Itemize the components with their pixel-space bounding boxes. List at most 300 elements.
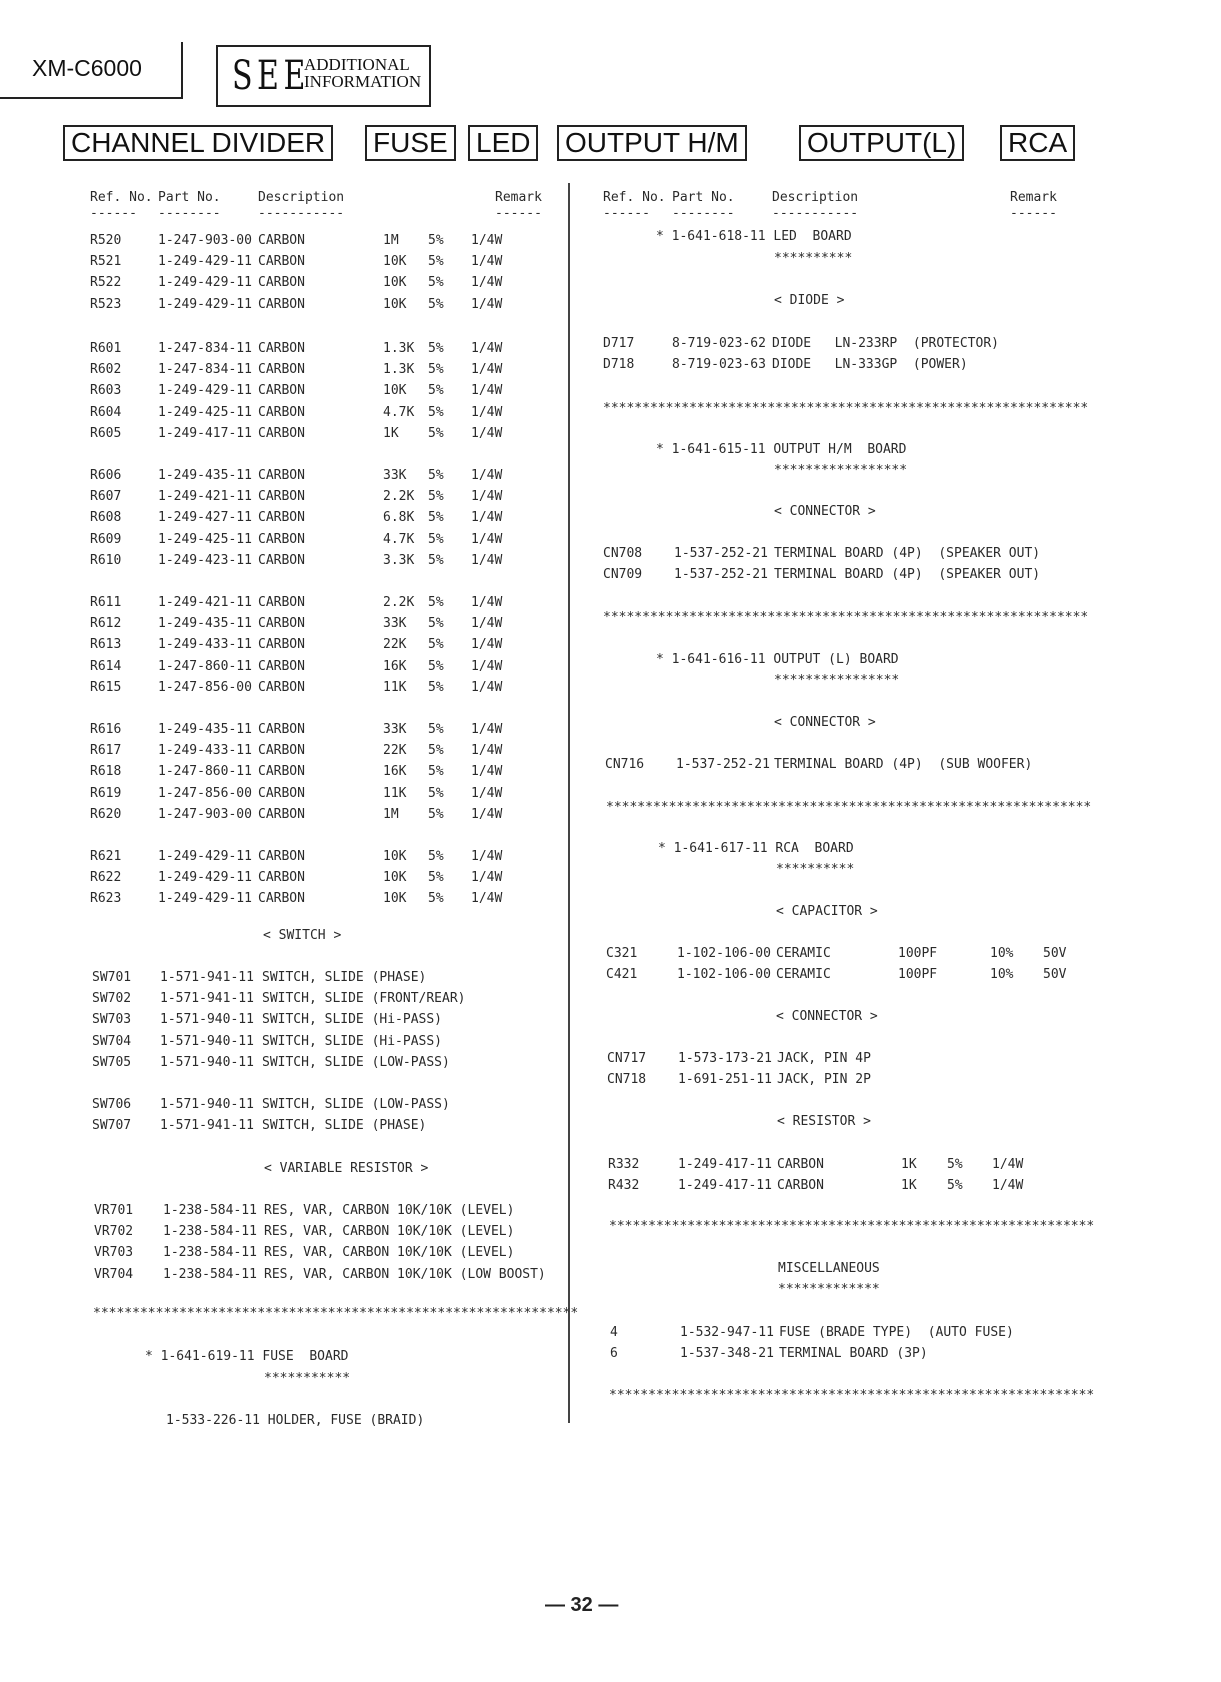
part-no: 1-247-860-11: [158, 764, 252, 780]
tolerance: 5%: [428, 637, 444, 653]
ref-no: CN716: [605, 757, 645, 772]
value: 2.2K: [383, 489, 415, 505]
wattage: 1/4W: [471, 489, 503, 505]
wattage: 1/4W: [471, 595, 503, 610]
description: CARBON: [258, 679, 305, 695]
col-rule: -----------: [258, 206, 345, 221]
ref-no: SW707: [92, 1118, 132, 1134]
wattage: 1/4W: [471, 764, 503, 780]
led-board-underline: **********: [774, 251, 853, 266]
part-no: 1-249-435-11: [158, 722, 252, 737]
part-no: 1-249-429-11: [158, 296, 252, 312]
wattage: 1/4W: [471, 785, 503, 801]
tolerance: 5%: [428, 764, 444, 780]
tolerance: 5%: [428, 233, 444, 248]
description: SWITCH, SLIDE (PHASE): [262, 970, 427, 985]
ref-no: SW706: [92, 1097, 132, 1112]
part-no: 1-537-252-21: [676, 757, 770, 772]
part-no: 1-249-429-11: [158, 275, 252, 291]
output-l-board-title: * 1-641-616-11 OUTPUT (L) BOARD: [656, 652, 899, 667]
part-no: 8-719-023-63: [672, 357, 766, 373]
tolerance: 5%: [428, 468, 444, 483]
wattage: 1/4W: [471, 531, 503, 547]
ref-no: R603: [90, 383, 122, 399]
tolerance: 5%: [428, 849, 444, 864]
part-no: 1-249-433-11: [158, 743, 252, 759]
fuse-holder-row: 1-533-226-11 HOLDER, FUSE (BRAID): [166, 1413, 425, 1428]
tolerance: 5%: [428, 510, 444, 526]
separator-stars: **************************************************************: [606, 800, 1092, 815]
wattage: 1/4W: [471, 233, 503, 248]
part-no: 1-249-429-11: [158, 383, 252, 399]
tolerance: 5%: [428, 891, 444, 907]
part-no: 1-249-429-11: [158, 254, 252, 270]
tolerance: 5%: [428, 531, 444, 547]
tolerance: 10%: [990, 946, 1014, 961]
description: CARBON: [258, 743, 305, 759]
tolerance: 5%: [428, 404, 444, 420]
col-rule: ------: [90, 206, 137, 221]
value: 16K: [383, 658, 407, 674]
ref-no: R607: [90, 489, 122, 505]
ref-no: R610: [90, 552, 122, 568]
ref-no: SW704: [92, 1033, 132, 1049]
part-no: 1-102-106-00: [677, 946, 771, 961]
wattage: 1/4W: [471, 637, 503, 653]
description: SWITCH, SLIDE (LOW-PASS): [262, 1054, 450, 1070]
wattage: 1/4W: [471, 362, 503, 378]
part-no: 1-537-348-21: [680, 1346, 774, 1362]
col-header-ref-no: Ref. No.: [603, 190, 666, 205]
miscellaneous-underline: *************: [778, 1282, 880, 1297]
description: TERMINAL BOARD (3P): [779, 1346, 928, 1362]
col-rule: ------: [603, 206, 650, 221]
ref-no: R615: [90, 679, 122, 695]
col-header-ref-no: Ref. No.: [90, 190, 153, 205]
value: 1M: [383, 806, 399, 822]
voltage: 50V: [1043, 967, 1067, 983]
description: CARBON: [258, 764, 305, 780]
ref-no: VR704: [94, 1266, 134, 1282]
col-rule: --------: [672, 206, 735, 221]
part-no: 1-249-435-11: [158, 616, 252, 632]
col-header-remark: Remark: [1010, 190, 1057, 205]
value: 10K: [383, 870, 407, 886]
wattage: 1/4W: [471, 743, 503, 759]
output-l-board-underline: ****************: [774, 673, 900, 688]
header-rule-horizontal: [0, 97, 183, 99]
description: CARBON: [258, 275, 305, 291]
separator-stars: **************************************************************: [93, 1306, 579, 1321]
value: 11K: [383, 679, 407, 695]
description: SWITCH, SLIDE (Hi-PASS): [262, 1033, 443, 1049]
connector-heading: < CONNECTOR >: [776, 1009, 878, 1024]
part-no: 1-247-856-00: [158, 679, 252, 695]
ref-no: CN708: [603, 546, 643, 561]
ref-no: R601: [90, 341, 122, 356]
tolerance: 5%: [428, 275, 444, 291]
section-heading-channel-divider: CHANNEL DIVIDER: [63, 125, 333, 161]
tolerance: 5%: [428, 658, 444, 674]
ref-no: R618: [90, 764, 122, 780]
tolerance: 5%: [428, 722, 444, 737]
wattage: 1/4W: [471, 275, 503, 291]
ref-no: C321: [606, 946, 638, 961]
ref-no: R522: [90, 275, 122, 291]
ref-no: R432: [608, 1178, 640, 1194]
part-no: 1-249-429-11: [158, 870, 252, 886]
ref-no: R623: [90, 891, 122, 907]
value: 3.3K: [383, 552, 415, 568]
fuse-board-title: * 1-641-619-11 FUSE BOARD: [145, 1349, 349, 1364]
part-no: 1-247-903-00: [158, 233, 252, 248]
wattage: 1/4W: [471, 658, 503, 674]
value: 1K: [901, 1157, 917, 1172]
wattage: 1/4W: [471, 849, 503, 864]
description: DIODE LN-233RP (PROTECTOR): [772, 336, 999, 351]
value: 11K: [383, 785, 407, 801]
value: 33K: [383, 722, 407, 737]
description: CARBON: [258, 658, 305, 674]
part-no: 1-247-856-00: [158, 785, 252, 801]
rca-board-title: * 1-641-617-11 RCA BOARD: [658, 841, 854, 856]
description: CARBON: [258, 806, 305, 822]
col-rule: ------: [1010, 206, 1057, 221]
description: CARBON: [258, 595, 305, 610]
tolerance: 5%: [428, 362, 444, 378]
description: TERMINAL BOARD (4P) (SPEAKER OUT): [774, 567, 1041, 583]
part-no: 1-238-584-11: [163, 1224, 257, 1240]
part-no: 1-249-433-11: [158, 637, 252, 653]
value: 22K: [383, 743, 407, 759]
wattage: 1/4W: [471, 254, 503, 270]
header-rule-vertical: [181, 42, 183, 99]
description: CARBON: [258, 722, 305, 737]
description: RES, VAR, CARBON 10K/10K (LEVEL): [264, 1203, 515, 1218]
value: 10K: [383, 254, 407, 270]
ref-no: R611: [90, 595, 122, 610]
capacitor-heading: < CAPACITOR >: [776, 904, 878, 919]
miscellaneous-heading: MISCELLANEOUS: [778, 1261, 880, 1276]
part-no: 1-247-903-00: [158, 806, 252, 822]
page-number: — 32 —: [545, 1594, 619, 1616]
see-word: SEE: [232, 53, 310, 99]
description: SWITCH, SLIDE (PHASE): [262, 1118, 427, 1134]
ref-no: R608: [90, 510, 122, 526]
part-no: 1-249-425-11: [158, 531, 252, 547]
description: CARBON: [258, 785, 305, 801]
wattage: 1/4W: [471, 722, 503, 737]
description: SWITCH, SLIDE (Hi-PASS): [262, 1012, 443, 1028]
output-hm-board-underline: *****************: [774, 463, 908, 478]
tolerance: 5%: [428, 743, 444, 759]
wattage: 1/4W: [471, 404, 503, 420]
ref-no: R604: [90, 404, 122, 420]
wattage: 1/4W: [471, 425, 503, 441]
col-rule: ------: [495, 206, 542, 221]
separator-stars: **************************************************************: [609, 1388, 1095, 1403]
value: 10K: [383, 275, 407, 291]
description: CARBON: [258, 849, 305, 864]
part-no: 1-532-947-11: [680, 1325, 774, 1340]
ref-no: D717: [603, 336, 635, 351]
wattage: 1/4W: [471, 468, 503, 483]
col-header-description: Description: [258, 190, 345, 205]
tolerance: 5%: [428, 254, 444, 270]
wattage: 1/4W: [471, 510, 503, 526]
value: 1.3K: [383, 362, 415, 378]
part-no: 1-247-834-11: [158, 362, 252, 378]
description: CARBON: [258, 489, 305, 505]
value: 6.8K: [383, 510, 415, 526]
value: 33K: [383, 616, 407, 632]
ref-no: R612: [90, 616, 122, 632]
description: DIODE LN-333GP (POWER): [772, 357, 968, 373]
ref-no: C421: [606, 967, 638, 983]
wattage: 1/4W: [471, 870, 503, 886]
ref-no: R614: [90, 658, 122, 674]
see-additional-information-stamp: [216, 45, 431, 107]
wattage: 1/4W: [471, 552, 503, 568]
wattage: 1/4W: [471, 383, 503, 399]
value: 2.2K: [383, 595, 415, 610]
resistor-heading: < RESISTOR >: [777, 1114, 871, 1129]
value: 1.3K: [383, 341, 415, 356]
description: TERMINAL BOARD (4P) (SUB WOOFER): [774, 757, 1033, 772]
wattage: 1/4W: [471, 679, 503, 695]
part-no: 1-247-834-11: [158, 341, 252, 356]
part-no: 1-571-941-11: [160, 1118, 254, 1134]
ref-no: R605: [90, 425, 122, 441]
output-hm-board-title: * 1-641-615-11 OUTPUT H/M BOARD: [656, 442, 907, 457]
value: 22K: [383, 637, 407, 653]
part-no: 1-571-940-11: [160, 1054, 254, 1070]
value: 10K: [383, 296, 407, 312]
description: CARBON: [258, 341, 305, 356]
ref-no: VR702: [94, 1224, 134, 1240]
separator-stars: **************************************************************: [603, 401, 1089, 416]
description: TERMINAL BOARD (4P) (SPEAKER OUT): [774, 546, 1041, 561]
wattage: 1/4W: [471, 341, 503, 356]
rca-board-underline: **********: [776, 862, 855, 877]
section-heading-output-l: OUTPUT(L): [799, 125, 964, 161]
part-no: 1-249-417-11: [158, 425, 252, 441]
description: CARBON: [258, 254, 305, 270]
ref-no: VR703: [94, 1245, 134, 1261]
ref-no: R606: [90, 468, 122, 483]
ref-no: R617: [90, 743, 122, 759]
tolerance: 5%: [428, 341, 444, 356]
see-info-line: ADDITIONAL: [304, 55, 410, 74]
part-no: 1-238-584-11: [163, 1245, 257, 1261]
part-no: 1-249-427-11: [158, 510, 252, 526]
part-no: 1-249-429-11: [158, 849, 252, 864]
ref-no: SW705: [92, 1054, 132, 1070]
part-no: 1-691-251-11: [678, 1072, 772, 1088]
ref-no: SW702: [92, 991, 132, 1007]
tolerance: 10%: [990, 967, 1014, 983]
part-no: 1-102-106-00: [677, 967, 771, 983]
part-no: 1-571-940-11: [160, 1033, 254, 1049]
description: SWITCH, SLIDE (LOW-PASS): [262, 1097, 450, 1112]
wattage: 1/4W: [471, 891, 503, 907]
description: CARBON: [258, 296, 305, 312]
col-header-part-no: Part No.: [672, 190, 735, 205]
part-no: 1-571-941-11: [160, 991, 254, 1007]
description: CERAMIC: [776, 946, 831, 961]
col-header-part-no: Part No.: [158, 190, 221, 205]
description: CARBON: [777, 1157, 824, 1172]
part-no: 1-249-421-11: [158, 489, 252, 505]
description: CARBON: [258, 404, 305, 420]
ref-no: 4: [610, 1325, 618, 1340]
tolerance: 5%: [428, 296, 444, 312]
part-no: 1-249-423-11: [158, 552, 252, 568]
fuse-board-underline: ***********: [264, 1371, 351, 1386]
tolerance: 5%: [428, 870, 444, 886]
value: 10K: [383, 383, 407, 399]
variable-resistor-heading: < VARIABLE RESISTOR >: [264, 1161, 429, 1176]
part-no: 1-249-429-11: [158, 891, 252, 907]
ref-no: CN718: [607, 1072, 647, 1088]
value: 4.7K: [383, 404, 415, 420]
ref-no: R332: [608, 1157, 640, 1172]
ref-no: 6: [610, 1346, 618, 1362]
ref-no: R619: [90, 785, 122, 801]
description: JACK, PIN 4P: [777, 1051, 871, 1066]
tolerance: 5%: [428, 383, 444, 399]
model-number: XM-C6000: [32, 55, 142, 81]
switch-heading: < SWITCH >: [263, 928, 342, 943]
description: CARBON: [258, 637, 305, 653]
ref-no: R621: [90, 849, 122, 864]
description: CARBON: [258, 531, 305, 547]
voltage: 50V: [1043, 946, 1067, 961]
tolerance: 5%: [428, 425, 444, 441]
value: 33K: [383, 468, 407, 483]
ref-no: R622: [90, 870, 122, 886]
tolerance: 5%: [428, 595, 444, 610]
part-no: 1-238-584-11: [163, 1266, 257, 1282]
description: CARBON: [258, 425, 305, 441]
part-no: 1-249-425-11: [158, 404, 252, 420]
tolerance: 5%: [428, 785, 444, 801]
part-no: 1-573-173-21: [678, 1051, 772, 1066]
tolerance: 5%: [428, 489, 444, 505]
wattage: 1/4W: [471, 296, 503, 312]
value: 100PF: [898, 967, 938, 983]
description: RES, VAR, CARBON 10K/10K (LOW BOOST): [264, 1266, 546, 1282]
description: SWITCH, SLIDE (FRONT/REAR): [262, 991, 466, 1007]
value: 100PF: [898, 946, 938, 961]
part-no: 1-249-417-11: [678, 1157, 772, 1172]
value: 1K: [383, 425, 399, 441]
description: CARBON: [258, 362, 305, 378]
description: CARBON: [258, 616, 305, 632]
tolerance: 5%: [428, 806, 444, 822]
ref-no: CN709: [603, 567, 643, 583]
value: 10K: [383, 891, 407, 907]
description: RES, VAR, CARBON 10K/10K (LEVEL): [264, 1245, 515, 1261]
separator-stars: **************************************************************: [609, 1219, 1095, 1234]
description: CARBON: [777, 1178, 824, 1194]
part-no: 1-571-941-11: [160, 970, 254, 985]
description: CARBON: [258, 383, 305, 399]
part-no: 1-249-435-11: [158, 468, 252, 483]
col-rule: -----------: [772, 206, 859, 221]
section-heading-led: LED: [468, 125, 538, 161]
col-header-description: Description: [772, 190, 859, 205]
diode-heading: < DIODE >: [774, 293, 845, 308]
section-heading-rca: RCA: [1000, 125, 1075, 161]
part-no: 1-571-940-11: [160, 1012, 254, 1028]
part-no: 1-249-417-11: [678, 1178, 772, 1194]
tolerance: 5%: [428, 679, 444, 695]
description: RES, VAR, CARBON 10K/10K (LEVEL): [264, 1224, 515, 1240]
connector-heading: < CONNECTOR >: [774, 715, 876, 730]
col-header-remark: Remark: [495, 190, 542, 205]
ref-no: CN717: [607, 1051, 647, 1066]
part-no: 1-571-940-11: [160, 1097, 254, 1112]
section-heading-output-hm: OUTPUT H/M: [557, 125, 747, 161]
see-info-line: INFORMATION: [304, 72, 422, 91]
description: FUSE (BRADE TYPE) (AUTO FUSE): [779, 1325, 1014, 1340]
description: CARBON: [258, 468, 305, 483]
tolerance: 5%: [428, 616, 444, 632]
ref-no: R523: [90, 296, 122, 312]
part-no: 1-537-252-21: [674, 567, 768, 583]
description: CARBON: [258, 552, 305, 568]
part-no: 8-719-023-62: [672, 336, 766, 351]
tolerance: 5%: [947, 1157, 963, 1172]
part-no: 1-537-252-21: [674, 546, 768, 561]
description: CARBON: [258, 233, 305, 248]
separator-stars: **************************************************************: [603, 610, 1089, 625]
ref-no: R620: [90, 806, 122, 822]
ref-no: R613: [90, 637, 122, 653]
value: 4.7K: [383, 531, 415, 547]
wattage: 1/4W: [471, 616, 503, 632]
ref-no: VR701: [94, 1203, 134, 1218]
column-divider: [568, 183, 570, 1423]
value: 16K: [383, 764, 407, 780]
led-board-title: * 1-641-618-11 LED BOARD: [656, 229, 852, 244]
part-no: 1-249-421-11: [158, 595, 252, 610]
wattage: 1/4W: [992, 1178, 1024, 1194]
section-heading-fuse: FUSE: [365, 125, 456, 161]
connector-heading: < CONNECTOR >: [774, 504, 876, 519]
value: 1M: [383, 233, 399, 248]
description: CARBON: [258, 510, 305, 526]
part-no: 1-238-584-11: [163, 1203, 257, 1218]
see-info-text: [304, 56, 421, 90]
description: CARBON: [258, 891, 305, 907]
ref-no: SW703: [92, 1012, 132, 1028]
ref-no: SW701: [92, 970, 132, 985]
wattage: 1/4W: [992, 1157, 1024, 1172]
description: CERAMIC: [776, 967, 831, 983]
value: 1K: [901, 1178, 917, 1194]
ref-no: R616: [90, 722, 122, 737]
part-no: 1-247-860-11: [158, 658, 252, 674]
ref-no: R602: [90, 362, 122, 378]
value: 10K: [383, 849, 407, 864]
ref-no: D718: [603, 357, 635, 373]
wattage: 1/4W: [471, 806, 503, 822]
tolerance: 5%: [947, 1178, 963, 1194]
tolerance: 5%: [428, 552, 444, 568]
ref-no: R520: [90, 233, 122, 248]
